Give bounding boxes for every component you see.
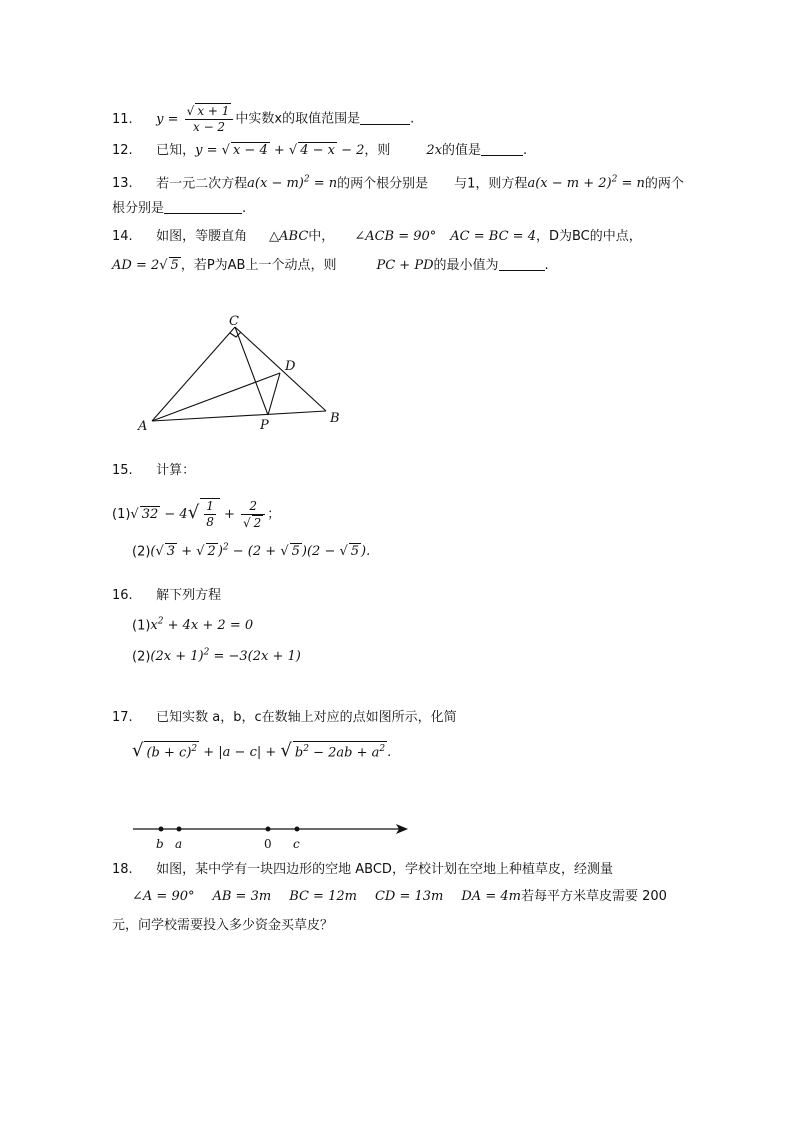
triangle-figure — [130, 305, 360, 435]
question-number: 13. — [112, 176, 133, 192]
question-11: 11. y = $\frac{√ x + 1}{x - 2}$ 中实数x的取值范围是 . — [112, 104, 415, 134]
label-c: C — [229, 314, 239, 329]
formula: 2x — [426, 143, 443, 158]
formula: AB = 3m — [212, 889, 272, 904]
formula: PC + PD — [376, 258, 434, 273]
answer-blank[interactable] — [481, 141, 523, 156]
question-number: 15. — [112, 463, 133, 478]
label-a: A — [138, 419, 148, 434]
formula: CD = 13m — [374, 889, 444, 904]
question-15-part1: (1)√ 32 − 4√ $\frac{1}{8}$ + $\frac{2}{√ 2}$ ； — [112, 498, 281, 530]
question-number: 14. — [112, 229, 133, 244]
question-15-part2: (2)(√ 3 + √ 2 )$^2$ − (2 + √ 5 )(2 − √ 5 ). — [132, 543, 371, 560]
segment-cp — [235, 327, 268, 415]
side-ab — [152, 411, 326, 421]
question-14-line2: AD = 2√ 5 ，若P为AB上一个动点，则 PC + PD的最小值为 . — [112, 258, 549, 273]
label-b: B — [330, 411, 340, 426]
formula: $(2x + 1)^2 = -3(2x + 1)$ — [150, 648, 301, 665]
formula: DA = 4m — [461, 889, 521, 904]
label-d: D — [285, 359, 296, 374]
question-15: 15. 计算： — [112, 461, 195, 481]
formula: $x^2 + 4x + 2 = 0$ — [150, 617, 254, 634]
formula: BC = 12m — [289, 889, 357, 904]
question-14: 14. 如图，等腰直角 △ABC中， ∠ACB = 90° AC = BC = 4，D为BC的中点， — [112, 227, 642, 247]
formula: $a(x - m + 2)^2 = n$ — [527, 175, 645, 192]
question-17-expression — [132, 741, 391, 763]
formula: √ $(b + c)^2 + |a - c|$ + √ $b^2 - 2ab + a^2$ . — [132, 740, 392, 762]
formula: y = √ x − 4 + √ 4 − x − 2 — [195, 143, 365, 158]
question-17: 17. 已知实数 a，b，c在数轴上对应的点如图所示，化简 — [112, 708, 457, 728]
label-p: P — [260, 418, 269, 433]
question-13: 13. 若一元二次方程$a(x - m)^2 = n$的两个根分别是 与1，则方程$a(x - m + 2)^2 = n$的两个 — [112, 170, 684, 194]
answer-blank[interactable] — [360, 110, 410, 125]
question-16-part2: $(2)(2x + 1)^2 = -3(2x + 1)$ — [132, 648, 301, 665]
label-b: b — [156, 837, 164, 851]
question-number: 17. — [112, 710, 133, 725]
formula: ∠ACB = 90° — [354, 229, 437, 244]
question-18-line3: 元，问学校需要投入多少资金买草皮？ — [112, 918, 334, 933]
point-zero — [266, 827, 271, 832]
segment-pd — [268, 373, 280, 415]
formula: y = $\frac{√ x + 1}{x - 2}$ — [156, 112, 235, 127]
question-16-part1: $(1)x^2 + 4x + 2 = 0$ — [132, 617, 254, 634]
formula: ∠A = 90° — [132, 889, 195, 904]
label-c: c — [293, 837, 300, 851]
side-ac — [152, 327, 235, 421]
formula: AD = 2√ 5 — [112, 258, 179, 273]
label-a: a — [175, 837, 183, 851]
question-number: 16. — [112, 588, 133, 603]
right-angle-mark — [230, 332, 241, 337]
question-16: 16. 解下列方程 — [112, 586, 221, 606]
formula: (√ 3 + √ 2 )$^2$ − (2 + √ 5 )(2 − √ 5 ). — [150, 543, 371, 560]
label-zero: 0 — [264, 837, 272, 851]
question-number: 12. — [112, 143, 133, 158]
question-number: 11. — [112, 111, 133, 127]
question-12: 12. 已知，y = √ x − 4 + √ 4 − x − 2，则 2x的值是 . — [112, 141, 527, 161]
number-line — [128, 818, 418, 854]
formula: AC = BC = 4 — [450, 229, 536, 244]
question-18-line2: ∠A = 90° AB = 3m BC = 12m CD = 13m DA = 4m若每平方米草皮需要 200 — [132, 889, 667, 904]
formula: √ 32 − 4√ $\frac{1}{8}$ + $\frac{2}{√ 2}$ — [130, 507, 267, 522]
question-number: 18. — [112, 862, 133, 877]
point-a — [177, 827, 182, 832]
question-13-line2: 根分别是 . — [112, 201, 247, 216]
question-18: 18. 如图，某中学有一块四边形的空地 ABCD，学校计划在空地上种植草皮，经测量 — [112, 860, 613, 880]
side-cb — [235, 327, 326, 411]
point-b — [159, 827, 164, 832]
answer-blank[interactable] — [164, 199, 242, 214]
answer-blank[interactable] — [499, 256, 545, 271]
point-c — [295, 827, 300, 832]
formula: $a(x - m)^2 = n$ — [247, 175, 338, 192]
formula: △ABC — [269, 229, 309, 244]
